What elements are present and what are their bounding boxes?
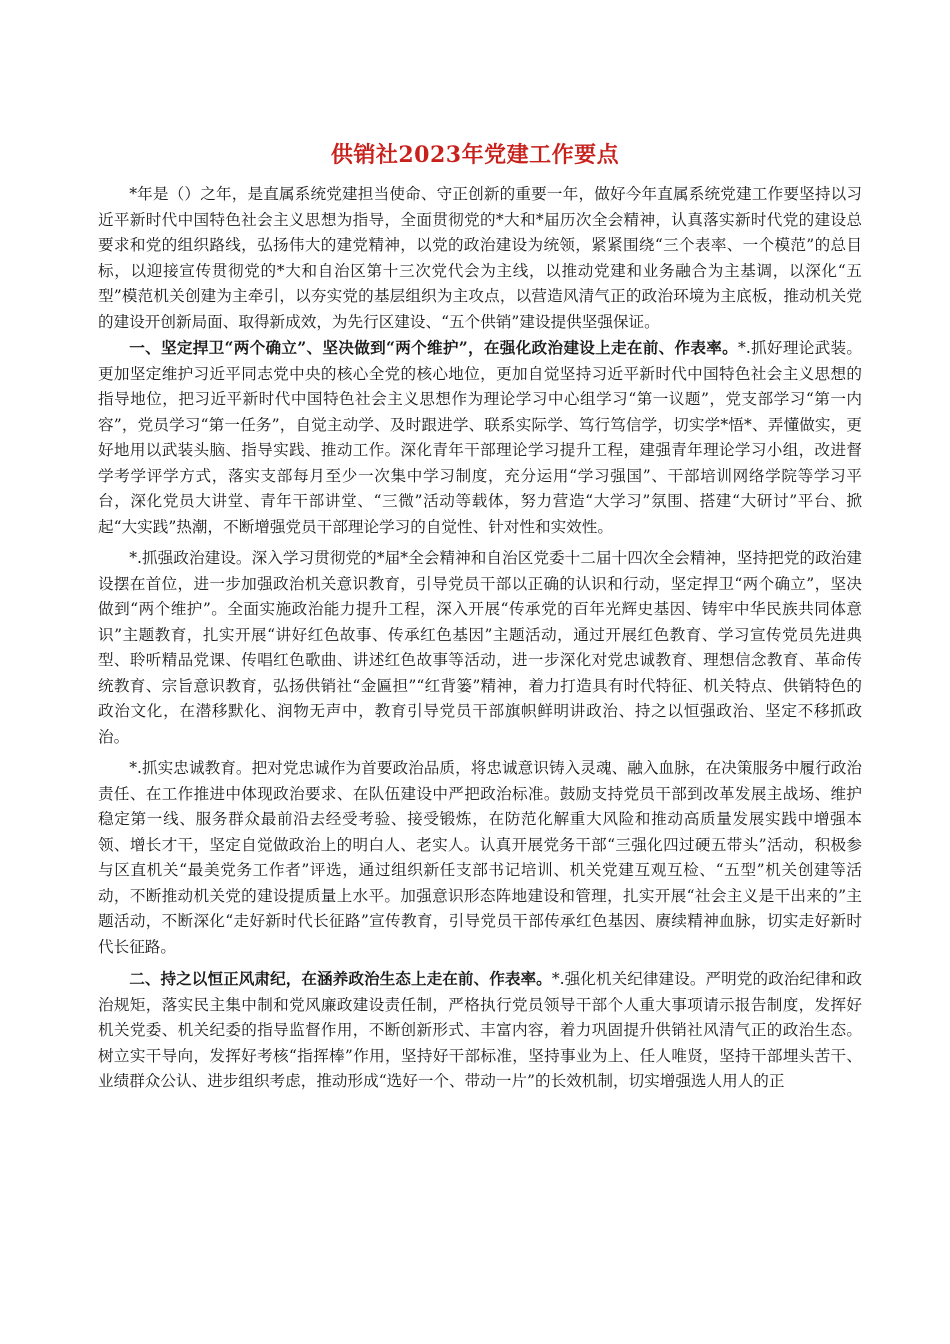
section-1-text: *.抓好理论武装。更加坚定维护习近平同志党中央的核心全党的核心地位，更加自觉坚持习近平新时代中国特色社会主义思想的指导地位，把习近平新时代中国特色社会主义思想作为理论学习中心组学习“第一议题”，党支部学习“第一内容”，党员学习“第一任务”，自觉主动学、及时跟进学、联系实际学、笃行笃信学，切实学*悟*、弄懂做实，更好地用以武装头脑、指导实践、推动工作。深化青年干部理论学习提升工程，建强青年理论学习小组，改进督学考学评学方式，落实支部每月至少一次集中学习制度，充分运用“学习强国”、干部培训网络学院等学习平台，深化党员大讲堂、青年干部讲堂、“三微”活动等载体，努力营造“大学习”氛围、搭建“大研讨”平台、掀起“大实践”热潮，不断增强党员干部理论学习的自觉性、针对性和实效性。: [98, 339, 862, 536]
section-2-heading: 二、持之以恒正风肃纪，在涵养政治生态上走在前、作表率。: [129, 969, 552, 988]
political-building-paragraph: [98, 546, 862, 750]
document-title: 供销社2023年党建工作要点: [330, 142, 620, 168]
intro-paragraph: [98, 182, 862, 335]
section-1-heading: 一、坚定捍卫“两个确立”、坚决做到“两个维护”，在强化政治建设上走在前、作表率。: [129, 338, 739, 357]
loyalty-education-paragraph: [98, 756, 862, 960]
section-2-text: *.强化机关纪律建设。严明党的政治纪律和政治规矩，落实民主集中制和党风廉政建设责任制，严格执行党员领导干部个人重大事项请示报告制度，发挥好机关党委、机关纪委的指导监督作用，不断创新形式、丰富内容，着力巩固提升供销社风清气正的政治生态。树立实干导向，发挥好考核“指挥棒”作用，坚持好干部标准，坚持事业为上、任人唯贤，坚持干部埋头苦干、业绩群众公认、进步组织考虑，推动形成“选好一个、带动一片”的长效机制，切实增强选人用人的正: [98, 970, 862, 1090]
intro-text: *年是（）之年，是直属系统党建担当使命、守正创新的重要一年，做好今年直属系统党建工作要坚持以习近平新时代中国特色社会主义思想为指导，全面贯彻党的*大和*届历次全会精神，认真落实新时代党的建设总要求和党的组织路线，弘扬伟大的建党精神，以党的政治建设为统领，紧紧围绕“三个表率、一个模范”的总目标，以迎接宣传贯彻党的*大和自治区第十三次党代会为主线，以推动党建和业务融合为主基调，以深化“五型”模范机关创建为主牵引，以夯实党的基层组织为主攻点，以营造风清气正的政治环境为主底板，推动机关党的建设开创新局面、取得新成效，为先行区建设、“五个供销”建设提供坚强保证。: [98, 185, 862, 331]
document-body: [98, 182, 862, 1095]
section-2-paragraph: [98, 966, 862, 1095]
political-building-text: *.抓强政治建设。深入学习贯彻党的*届*全会精神和自治区党委十二届十四次全会精神，坚持把党的政治建设摆在首位，进一步加强政治机关意识教育，引导党员干部以正确的认识和行动，坚定捍卫“两个确立”，坚决做到“两个维护”。全面实施政治能力提升工程，深入开展“传承党的百年光辉史基因、铸牢中华民族共同体意识”主题教育，扎实开展“讲好红色故事、传承红色基因”主题活动，通过开展红色教育、学习宣传党员先进典型、聆听精品党课、传唱红色歌曲、讲述红色故事等活动，进一步深化对党忠诚教育、理想信念教育、革命传统教育、宗旨意识教育，弘扬供销社“金匾担”“红背篓”精神，着力打造具有时代特征、机关特点、供销特色的政治文化，在潜移默化、润物无声中，教育引导党员干部旗帜鲜明讲政治、持之以恒强政治、坚定不移抓政治。: [98, 549, 862, 746]
loyalty-education-text: *.抓实忠诚教育。把对党忠诚作为首要政治品质，将忠诚意识铸入灵魂、融入血脉，在决策服务中履行政治责任、在工作推进中体现政治要求、在队伍建设中严把政治标准。鼓励支持党员干部到改革发展主战场、维护稳定第一线、服务群众最前沿去经受考验、接受锻炼，在防范化解重大风险和推动高质量发展实践中增强本领、增长才干，坚定自觉做政治上的明白人、老实人。认真开展党务干部“三强化四过硬五带头”活动，积极参与区直机关“最美党务工作者”评选，通过组织新任支部书记培训、机关党建互观互检、“五型”机关创建等活动，不断推动机关党的建设提质量上水平。加强意识形态阵地建设和管理，扎实开展“社会主义是干出来的”主题活动，不断深化“走好新时代长征路”宣传教育，引导党员干部传承红色基因、赓续精神血脉，切实走好新时代长征路。: [98, 759, 862, 956]
section-1-paragraph: [98, 335, 862, 540]
